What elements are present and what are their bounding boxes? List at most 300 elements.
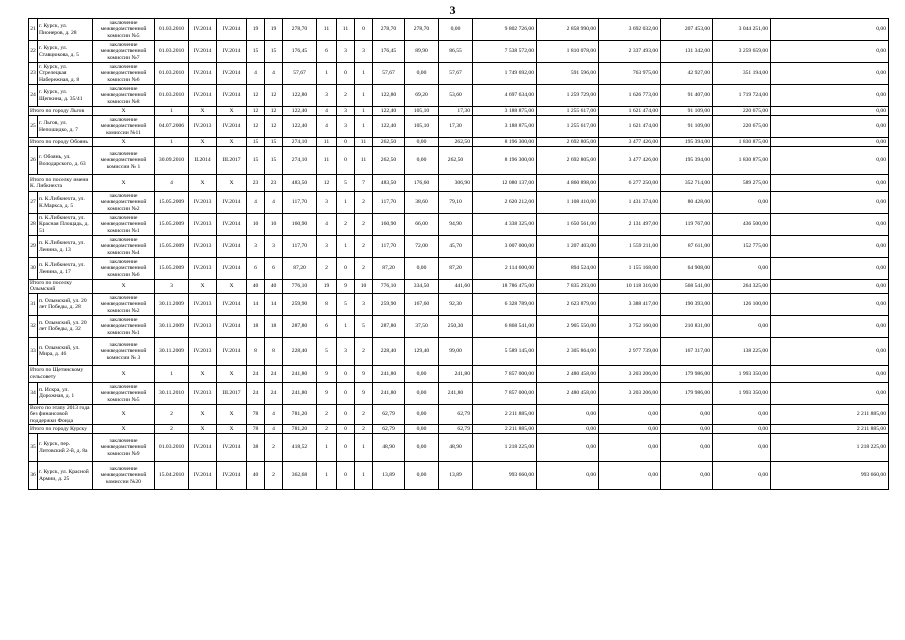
- table-cell: 264 325,00: [713, 280, 771, 294]
- table-cell: X: [189, 280, 217, 294]
- table-cell: 0,00: [713, 434, 771, 462]
- table-cell: IV.2014: [217, 63, 247, 85]
- table-cell: 91 109,00: [661, 107, 713, 116]
- table-cell: 2 623 879,00: [537, 293, 599, 315]
- table-cell: 3: [337, 337, 355, 365]
- table-cell: 9: [317, 382, 337, 404]
- table-cell: IV.2014: [217, 192, 247, 214]
- table-cell: 18 786 475,00: [473, 280, 537, 294]
- table-cell: X: [217, 107, 247, 116]
- address-cell: г. Курск, ул. Щепкина, д. 35/41: [38, 85, 93, 107]
- table-cell: 6: [247, 258, 265, 280]
- table-cell: 894 524,00: [537, 258, 599, 280]
- table-cell: 241,80: [283, 382, 317, 404]
- table-cell: 3: [337, 116, 355, 138]
- table-cell: 1: [155, 107, 189, 116]
- table-cell: 0,00: [405, 138, 439, 147]
- table-cell: 1 993 350,00: [713, 382, 771, 404]
- table-cell: 24: [265, 382, 283, 404]
- table-cell: IV.2014: [217, 236, 247, 258]
- housing-register-table: [28, 18, 889, 490]
- table-cell: 87,20: [439, 258, 473, 280]
- table-cell: 0,00: [771, 41, 889, 63]
- table-cell: 7 857 000,00: [473, 382, 537, 404]
- summary-row: [29, 280, 889, 294]
- table-cell: X: [217, 175, 247, 192]
- address-cell: п. К.Либкнехта, ул. К.Маркса, д. 5: [38, 192, 93, 214]
- table-cell: 3: [317, 192, 337, 214]
- table-cell: 8: [265, 337, 283, 365]
- table-cell: 259,90: [283, 293, 317, 315]
- table-cell: 0,00: [771, 138, 889, 147]
- table-cell: 8 196 300,00: [473, 147, 537, 175]
- table-cell: 0: [337, 365, 355, 382]
- table-cell: 262,50: [373, 147, 405, 175]
- table-cell: 117,70: [373, 236, 405, 258]
- table-cell: 0,00: [771, 214, 889, 236]
- document-cell: заключение межведомственной комиссии №9: [93, 434, 155, 462]
- table-cell: 2 692 805,00: [537, 147, 599, 175]
- table-cell: 0,00: [661, 434, 713, 462]
- table-cell: IV.2014: [189, 41, 217, 63]
- table-cell: IV.2013: [189, 258, 217, 280]
- table-cell: 122,40: [283, 116, 317, 138]
- table-cell: 436 500,00: [713, 214, 771, 236]
- table-cell: 87,20: [373, 258, 405, 280]
- table-cell: 3: [355, 41, 373, 63]
- table-cell: 2 977 739,00: [599, 337, 661, 365]
- table-cell: 7 835 293,00: [537, 280, 599, 294]
- table-cell: IV.2014: [217, 337, 247, 365]
- row-number: 35: [29, 434, 38, 462]
- table-cell: 117,70: [283, 192, 317, 214]
- table-cell: 8 196 300,00: [473, 138, 537, 147]
- row-number: 31: [29, 293, 38, 315]
- table-cell: 3: [355, 293, 373, 315]
- row-number: 21: [29, 19, 38, 41]
- document-cell: заключение межведомственной комиссии №2: [93, 293, 155, 315]
- table-cell: IV.2013: [189, 214, 217, 236]
- table-cell: IV.2014: [217, 41, 247, 63]
- table-cell: 91 407,00: [661, 85, 713, 107]
- table-cell: 152 775,00: [713, 236, 771, 258]
- table-cell: 278,70: [405, 19, 439, 41]
- table-cell: 0,00: [771, 280, 889, 294]
- table-cell: 0,00: [537, 404, 599, 424]
- table-cell: 241,80: [439, 382, 473, 404]
- table-cell: 781,20: [283, 404, 317, 424]
- table-cell: 11: [355, 147, 373, 175]
- table-cell: 62,79: [373, 404, 405, 424]
- table-row: [29, 147, 889, 175]
- table-row: [29, 85, 889, 107]
- table-cell: 117,70: [283, 236, 317, 258]
- table-cell: 0,00: [771, 258, 889, 280]
- table-row: [29, 382, 889, 404]
- table-cell: 6 868 541,00: [473, 315, 537, 337]
- summary-row: [29, 175, 889, 192]
- table-cell: X: [189, 404, 217, 424]
- table-cell: 0,00: [405, 258, 439, 280]
- table-cell: X: [217, 404, 247, 424]
- table-cell: 10: [265, 214, 283, 236]
- table-cell: 2: [337, 85, 355, 107]
- table-cell: 40: [265, 280, 283, 294]
- table-cell: IV.2013: [189, 192, 217, 214]
- table-cell: 0,00: [537, 462, 599, 490]
- table-cell: 0,00: [661, 425, 713, 434]
- table-cell: 176,45: [283, 41, 317, 63]
- table-row: [29, 63, 889, 85]
- table-cell: 207 453,00: [661, 19, 713, 41]
- summary-row: [29, 425, 889, 434]
- table-row: [29, 116, 889, 138]
- table-cell: IV.2014: [217, 462, 247, 490]
- table-cell: 3 203 206,00: [599, 382, 661, 404]
- table-cell: 91 109,00: [661, 116, 713, 138]
- table-cell: IV.2014: [189, 85, 217, 107]
- table-cell: 0,00: [405, 434, 439, 462]
- page-number: 3: [449, 3, 456, 17]
- table-cell: 38,60: [405, 192, 439, 214]
- table-cell: X: [93, 138, 155, 147]
- table-cell: 0,00: [771, 63, 889, 85]
- table-cell: X: [93, 175, 155, 192]
- table-cell: 45,70: [439, 236, 473, 258]
- table-cell: 53,60: [439, 85, 473, 107]
- table-cell: 42 927,00: [661, 63, 713, 85]
- table-cell: 1: [355, 85, 373, 107]
- table-cell: 2 305 864,00: [537, 337, 599, 365]
- table-cell: 160,90: [373, 214, 405, 236]
- table-cell: 1 626 773,00: [599, 85, 661, 107]
- table-cell: 1: [355, 434, 373, 462]
- table-cell: 1 155 168,00: [599, 258, 661, 280]
- table-cell: 591 596,00: [537, 63, 599, 85]
- table-cell: 30.11.2010: [155, 382, 189, 404]
- table-cell: 2 620 212,00: [473, 192, 537, 214]
- table-cell: 0,00: [405, 382, 439, 404]
- table-cell: 15.05.2009: [155, 214, 189, 236]
- table-cell: 5: [337, 175, 355, 192]
- table-cell: 18: [247, 315, 265, 337]
- table-cell: X: [217, 425, 247, 434]
- table-row: [29, 315, 889, 337]
- summary-label: Итого по поселку Олымский: [29, 280, 93, 294]
- table-cell: 993 660,00: [473, 462, 537, 490]
- table-cell: 1 719 724,00: [713, 85, 771, 107]
- table-cell: 79,10: [439, 192, 473, 214]
- table-cell: 62,79: [439, 404, 473, 424]
- table-cell: 30.11.2009: [155, 337, 189, 365]
- table-cell: 4: [265, 425, 283, 434]
- table-cell: 0,00: [771, 116, 889, 138]
- table-cell: IV.2014: [217, 214, 247, 236]
- table-cell: 228,40: [283, 337, 317, 365]
- table-cell: 78: [247, 404, 265, 424]
- row-number: 33: [29, 337, 38, 365]
- table-cell: 1 108 410,00: [537, 192, 599, 214]
- table-cell: 7: [355, 175, 373, 192]
- table-cell: 1: [317, 434, 337, 462]
- table-cell: 01.03.2010: [155, 63, 189, 85]
- summary-row: [29, 107, 889, 116]
- table-cell: 3 477 426,00: [599, 147, 661, 175]
- table-cell: 3 477 426,00: [599, 138, 661, 147]
- table-cell: 4: [265, 63, 283, 85]
- table-cell: 119 767,00: [661, 214, 713, 236]
- document-cell: заключение межведомственной комиссии №4: [93, 236, 155, 258]
- table-cell: 0,00: [537, 434, 599, 462]
- table-cell: 3 188 875,00: [473, 116, 537, 138]
- table-cell: 72,00: [405, 236, 439, 258]
- table-cell: 2: [355, 337, 373, 365]
- table-cell: 0,00: [713, 258, 771, 280]
- table-cell: 01.03.2010: [155, 434, 189, 462]
- table-cell: 2 337 493,00: [599, 41, 661, 63]
- table-cell: 4: [265, 404, 283, 424]
- row-number: 29: [29, 236, 38, 258]
- document-cell: заключение межведомственной комиссии №5: [93, 19, 155, 41]
- address-cell: г. Курск, ул. Ставцюкова, д. 5: [38, 41, 93, 63]
- table-cell: 0: [337, 434, 355, 462]
- table-cell: 122,80: [373, 85, 405, 107]
- table-cell: 57,67: [373, 63, 405, 85]
- table-cell: III.2017: [217, 147, 247, 175]
- table-cell: 0,00: [713, 315, 771, 337]
- table-cell: 129,40: [405, 337, 439, 365]
- table-cell: 1 259 729,00: [537, 85, 599, 107]
- document-cell: заключение межведомственной комиссии №7: [93, 41, 155, 63]
- table-row: [29, 258, 889, 280]
- table-cell: 0,00: [713, 425, 771, 434]
- document-cell: заключение межведомственной комиссии №1: [93, 315, 155, 337]
- table-cell: III.2017: [217, 382, 247, 404]
- document-cell: заключение межведомственной комиссии №2: [93, 192, 155, 214]
- table-cell: 99,00: [439, 337, 473, 365]
- table-cell: X: [217, 280, 247, 294]
- table-cell: 0,00: [661, 404, 713, 424]
- table-cell: 2 858 990,00: [537, 19, 599, 41]
- table-cell: 87,20: [283, 258, 317, 280]
- summary-row: [29, 365, 889, 382]
- table-cell: 40: [247, 462, 265, 490]
- table-row: [29, 337, 889, 365]
- document-cell: заключение межведомственной комиссии №8: [93, 85, 155, 107]
- table-cell: 117,70: [373, 192, 405, 214]
- table-row: [29, 214, 889, 236]
- table-cell: 19: [265, 19, 283, 41]
- table-cell: 3: [247, 236, 265, 258]
- table-cell: 1 621 474,00: [599, 107, 661, 116]
- table-cell: 62,79: [439, 425, 473, 434]
- table-cell: 8: [247, 337, 265, 365]
- table-cell: 0,00: [771, 85, 889, 107]
- table-cell: 3 259 659,00: [713, 41, 771, 63]
- table-cell: 15: [247, 147, 265, 175]
- table-cell: 0,00: [405, 425, 439, 434]
- document-cell: заключение межведомственной комиссии №6: [93, 63, 155, 85]
- table-cell: 1: [337, 315, 355, 337]
- row-number: 28: [29, 214, 38, 236]
- address-cell: п. К.Либкнехта, ул. Красная Площадь, д. 51: [38, 214, 93, 236]
- table-cell: X: [93, 425, 155, 434]
- table-cell: 0,00: [771, 19, 889, 41]
- table-cell: 0,00: [771, 192, 889, 214]
- table-cell: 1 749 692,00: [473, 63, 537, 85]
- address-cell: п. К.Либкнехта, ул. Ленина, д. 13: [38, 236, 93, 258]
- row-number: 22: [29, 41, 38, 63]
- table-cell: X: [93, 280, 155, 294]
- table-cell: 0,00: [713, 192, 771, 214]
- table-cell: 220 675,00: [713, 107, 771, 116]
- table-cell: 2 905 550,00: [537, 315, 599, 337]
- table-cell: 9 802 726,00: [473, 19, 537, 41]
- table-cell: 195 394,00: [661, 138, 713, 147]
- table-cell: 2: [317, 425, 337, 434]
- table-cell: 2 131 497,00: [599, 214, 661, 236]
- table-cell: 9: [355, 365, 373, 382]
- table-cell: 9: [355, 382, 373, 404]
- table-cell: 15.04.2010: [155, 462, 189, 490]
- table-cell: 7 538 572,00: [473, 41, 537, 63]
- table-cell: 0,00: [405, 462, 439, 490]
- table-cell: 24: [265, 365, 283, 382]
- table-cell: 1 559 211,00: [599, 236, 661, 258]
- table-cell: 2: [355, 404, 373, 424]
- table-cell: 1: [337, 236, 355, 258]
- table-cell: 78: [247, 425, 265, 434]
- table-cell: 0,00: [771, 236, 889, 258]
- table-cell: 0,00: [537, 425, 599, 434]
- table-cell: 4: [247, 192, 265, 214]
- table-cell: 0,00: [405, 365, 439, 382]
- table-cell: 241,80: [439, 365, 473, 382]
- table-cell: 15: [265, 41, 283, 63]
- table-cell: 0: [337, 63, 355, 85]
- table-cell: 776,10: [283, 280, 317, 294]
- address-cell: г. Курск, ул. Стрелецкая Набережная, д. 8: [38, 63, 93, 85]
- table-cell: 220 675,00: [713, 116, 771, 138]
- table-cell: 11: [317, 138, 337, 147]
- table-cell: 4: [155, 175, 189, 192]
- table-cell: 1 650 561,00: [537, 214, 599, 236]
- table-cell: 92,30: [439, 293, 473, 315]
- summary-label: Итого по поселку имени К. Либкнехта: [29, 175, 93, 192]
- table-cell: 352 714,00: [661, 175, 713, 192]
- table-cell: 287,80: [283, 315, 317, 337]
- table-cell: 2: [317, 404, 337, 424]
- table-cell: 1 255 617,00: [537, 116, 599, 138]
- table-cell: 0,00: [771, 293, 889, 315]
- table-cell: 0,00: [405, 147, 439, 175]
- table-cell: 19: [317, 280, 337, 294]
- table-cell: 262,50: [439, 138, 473, 147]
- table-cell: 4: [317, 116, 337, 138]
- address-cell: г. Льгов, ул. Непошидко, д. 7: [38, 116, 93, 138]
- row-number: 23: [29, 63, 38, 85]
- document-cell: заключение межведомственной комиссии № 3: [93, 337, 155, 365]
- table-cell: 0,00: [599, 425, 661, 434]
- table-cell: 87 611,00: [661, 236, 713, 258]
- table-cell: 15: [265, 147, 283, 175]
- table-cell: 2 211 885,00: [771, 425, 889, 434]
- table-cell: 1: [337, 192, 355, 214]
- table-cell: 1: [355, 107, 373, 116]
- table-cell: 0: [337, 404, 355, 424]
- table-cell: 1: [355, 462, 373, 490]
- table-cell: 274,10: [283, 138, 317, 147]
- table-cell: 69,20: [405, 85, 439, 107]
- table-cell: IV.2014: [217, 315, 247, 337]
- table-cell: 1: [355, 116, 373, 138]
- table-cell: 274,10: [283, 147, 317, 175]
- table-cell: 1 431 374,00: [599, 192, 661, 214]
- table-cell: 9: [337, 280, 355, 294]
- table-cell: 167,60: [405, 293, 439, 315]
- table-cell: 122,40: [373, 116, 405, 138]
- table-cell: 0: [337, 462, 355, 490]
- table-cell: 0: [355, 19, 373, 41]
- table-cell: 13,89: [439, 462, 473, 490]
- table-cell: 176,60: [405, 175, 439, 192]
- table-cell: 6: [317, 315, 337, 337]
- table-cell: IV.2013: [189, 315, 217, 337]
- table-cell: 4: [265, 192, 283, 214]
- table-cell: 6 277 250,00: [599, 175, 661, 192]
- table-cell: IV.2014: [217, 116, 247, 138]
- table-cell: 01.03.2010: [155, 19, 189, 41]
- table-row: [29, 41, 889, 63]
- table-cell: 763 975,00: [599, 63, 661, 85]
- table-cell: 0,00: [771, 147, 889, 175]
- table-cell: 2 211 885,00: [473, 404, 537, 424]
- table-cell: 131 342,00: [661, 41, 713, 63]
- table-cell: 483,50: [373, 175, 405, 192]
- table-cell: 12: [247, 116, 265, 138]
- table-cell: 306,90: [439, 175, 473, 192]
- table-cell: 3: [337, 41, 355, 63]
- address-cell: г. Курск, ул. Красной Армии, д. 25: [38, 462, 93, 490]
- table-cell: 441,60: [439, 280, 473, 294]
- table-cell: 0,00: [599, 462, 661, 490]
- table-cell: 2: [155, 425, 189, 434]
- table-cell: 57,67: [439, 63, 473, 85]
- table-cell: 15: [265, 138, 283, 147]
- table-cell: 12: [317, 175, 337, 192]
- table-cell: 0: [337, 138, 355, 147]
- summary-row: [29, 404, 889, 424]
- table-cell: 1 830 875,00: [713, 138, 771, 147]
- table-cell: IV.2014: [189, 19, 217, 41]
- row-number: 26: [29, 147, 38, 175]
- table-cell: 37,50: [405, 315, 439, 337]
- table-cell: 17,30: [439, 116, 473, 138]
- table-cell: 10 118 316,00: [599, 280, 661, 294]
- table-cell: 568 541,00: [661, 280, 713, 294]
- table-cell: 122,40: [283, 107, 317, 116]
- table-cell: 2: [355, 192, 373, 214]
- row-number: 27: [29, 192, 38, 214]
- address-cell: п. К.Либкнехта, ул. Ленина, д. 17: [38, 258, 93, 280]
- table-cell: 1 621 474,00: [599, 116, 661, 138]
- table-cell: 250,30: [439, 315, 473, 337]
- table-cell: IV.2014: [189, 434, 217, 462]
- table-cell: 1 810 078,00: [537, 41, 599, 63]
- table-cell: 7 857 000,00: [473, 365, 537, 382]
- table-cell: 3: [337, 107, 355, 116]
- table-cell: 241,80: [283, 365, 317, 382]
